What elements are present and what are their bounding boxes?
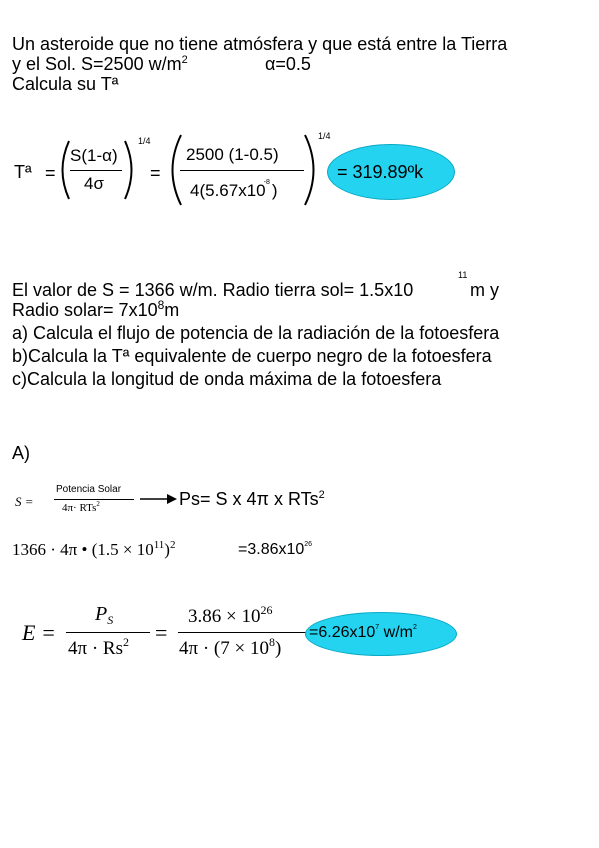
calc-close: ) [164, 540, 170, 559]
problem1-line1: Un asteroide que no tiene atmósfera y que está entre la Tierra [12, 34, 508, 54]
answer-a-label: A) [12, 443, 30, 463]
eq1-fraction-bar2 [180, 170, 304, 171]
problem2-item-b: b)Calcula la Tª equivalente de cuerpo negro de la fotoesfera [12, 346, 492, 366]
e-den2-close: ) [274, 638, 282, 659]
e-equals: = [155, 620, 168, 645]
eq1-exp2: 1/4 [318, 131, 331, 141]
e-num-text: P [95, 603, 108, 625]
problem1-line3: Calcula su Tª [12, 74, 119, 94]
s-den [62, 502, 100, 514]
e-lhs: E = [22, 620, 56, 645]
eq1-den1: 4σ [84, 174, 104, 193]
e-den-exp: 2 [123, 635, 129, 649]
ps-formula-text: Ps= S x 4π x RTs [179, 489, 319, 509]
problem2-line2-end: m [164, 300, 180, 320]
problem1-alpha: α=0.5 [265, 54, 311, 74]
calc-result-exp: 26 [304, 541, 313, 548]
eq1-exp1: 1/4 [138, 136, 151, 146]
problem2-item-a: a) Calcula el flujo de potencia de la radiación de la fotoesfera [12, 323, 500, 343]
e-den-text: 4π · Rs [68, 638, 123, 659]
problem2-item-c: c)Calcula la longitud de onda máxima de la fotoesfera [12, 369, 442, 389]
eq1-den2-exp: -8 [263, 179, 270, 186]
e-den2 [179, 635, 282, 660]
problem2-line2 [12, 300, 179, 323]
e-fraction-bar1 [66, 632, 150, 633]
eq1-equals: = [45, 163, 56, 183]
eq1-equals2: = [150, 163, 161, 183]
s-num: Potencia Solar [56, 484, 122, 495]
e-result-unit-exp: 2 [412, 624, 417, 631]
arrow-right-icon [140, 493, 178, 505]
problem2-line1-end: m y [470, 280, 499, 300]
eq1-result: = 319.89ºk [337, 162, 424, 182]
eq1-den2-close: ) [271, 181, 278, 200]
eq1-num2: 2500 (1-0.5) [186, 145, 279, 164]
s-lhs: S = [15, 494, 34, 509]
e-num-sub: S [107, 613, 114, 627]
calc-text: 1366 · 4π • (1.5 × 10 [12, 540, 154, 559]
e-result-exp: 7 [375, 624, 380, 631]
ps-formula-exp: 2 [318, 489, 325, 501]
calc-close-exp: 2 [169, 539, 176, 551]
eq1-den2 [190, 181, 278, 201]
e-den2-text: 4π · (7 × 10 [179, 638, 269, 659]
calc-line [12, 540, 175, 560]
s-den-exp: 2 [96, 500, 100, 508]
eq1-num1: S(1-α) [70, 146, 118, 165]
problem2-line2-text: Radio solar= 7x10 [12, 300, 158, 320]
s-den-text: 4π· RTs [62, 502, 97, 514]
calc-result [238, 541, 312, 559]
problem2-line1-text: El valor de S = 1366 w/m. Radio tierra sol= 1.5x10 [12, 280, 414, 300]
ps-formula [179, 489, 325, 513]
eq1-lhs: Tª [14, 162, 32, 182]
problem2-line1 [12, 280, 413, 301]
e-result-unit: w/m [383, 624, 413, 641]
e-fraction-bar2 [178, 632, 306, 633]
eq1-den2-text: 4(5.67x10 [190, 181, 266, 200]
e-den [68, 635, 129, 660]
e-den2-exp: 8 [268, 635, 275, 649]
e-result [309, 624, 417, 642]
e-num [95, 603, 113, 626]
e-num2-exp: 26 [260, 603, 273, 617]
problem2-line1-exp: 11 [458, 270, 468, 280]
problem1-line2-text: y el Sol. S=2500 w/m [12, 54, 182, 74]
right-paren-icon [120, 138, 140, 202]
right-paren-large-icon [300, 132, 324, 208]
e-result-text: =6.26x10 [309, 624, 376, 641]
problem2-line2-exp: 8 [157, 298, 165, 312]
s-fraction-bar [54, 499, 134, 500]
calc-exp: 11 [153, 539, 165, 551]
e-num2-text: 3.86 × 10 [188, 606, 261, 627]
eq1-fraction-bar1 [70, 170, 122, 171]
calc-result-text: =3.86x10 [238, 541, 305, 558]
problem1-line2-exp: 2 [181, 54, 188, 66]
e-num2 [188, 603, 273, 628]
